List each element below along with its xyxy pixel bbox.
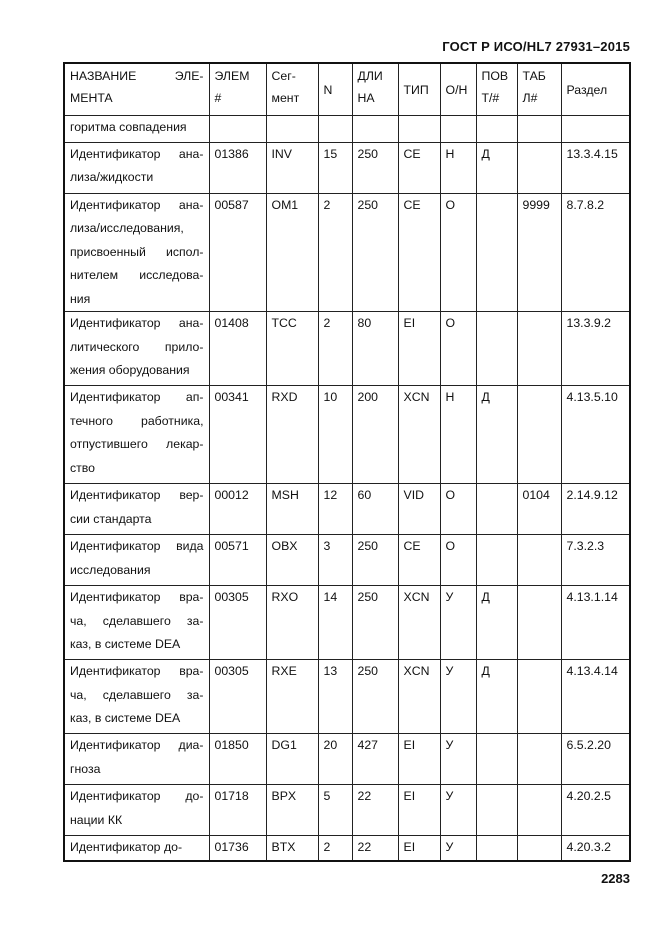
table-row [64,785,630,836]
cell-element-name [64,193,209,312]
cell-n: 13 [318,660,352,734]
cell-tab [517,660,561,734]
cell-element-name [64,484,209,535]
header-table-line-2: Л# [522,91,538,105]
cell-seg [266,115,318,142]
cell-type: EI [398,836,440,861]
cell-tab [517,535,561,586]
cell-on: У [440,785,476,836]
cell-element-name [64,115,209,142]
cell-on [440,115,476,142]
element-name-line: течного работника, [70,413,204,428]
element-name-line: лиза/жидкости [70,170,154,184]
cell-seg: BPX [266,785,318,836]
cell-elem: 01850 [209,734,266,785]
cell-seg: MSH [266,484,318,535]
cell-elem: 00305 [209,660,266,734]
cell-element-name [64,142,209,193]
header-section-label: Раздел [566,82,608,97]
cell-tab [517,785,561,836]
header-segment-line-1: Сег- [271,69,296,83]
element-name-line: Идентификатор ана- [70,316,204,330]
cell-element-name [64,734,209,785]
cell-n: 2 [318,312,352,386]
element-name-line: отпустившего лекар- [70,437,204,451]
cell-rep [476,193,517,312]
cell-type: CE [398,193,440,312]
cell-n: 5 [318,785,352,836]
cell-on: У [440,836,476,861]
cell-seg: RXE [266,660,318,734]
cell-type: XCN [398,660,440,734]
cell-n: 2 [318,193,352,312]
header-length-line-1: ДЛИ [357,69,383,83]
cell-seg: RXD [266,386,318,484]
cell-section: 4.13.1.14 [561,586,630,660]
cell-type: CE [398,535,440,586]
document-title: ГОСТ Р ИСО/HL7 27931–2015 [442,39,630,54]
header-table-line-1: ТАБ [522,69,546,83]
cell-tab [517,115,561,142]
table-row [64,386,630,484]
cell-tab: 0104 [517,484,561,535]
table-row [64,312,630,386]
cell-type: VID [398,484,440,535]
cell-elem: 01386 [209,142,266,193]
cell-element-name [64,586,209,660]
table-row [64,586,630,660]
cell-element-name [64,836,209,861]
cell-elem: 01718 [209,785,266,836]
cell-tab [517,836,561,861]
cell-seg: OM1 [266,193,318,312]
header-n [318,63,352,115]
cell-len: 250 [352,535,398,586]
cell-seg: RXO [266,586,318,660]
table-header-row [64,63,630,115]
header-repeat-line-2: Т/# [481,91,500,105]
cell-section: 4.13.4.14 [561,660,630,734]
cell-len: 427 [352,734,398,785]
cell-rep: Д [476,660,517,734]
cell-tab [517,586,561,660]
cell-rep [476,115,517,142]
header-name [64,63,209,115]
cell-section: 13.3.4.15 [561,142,630,193]
header-name-line-1: НАЗВАНИЕ ЭЛЕ- [70,69,204,83]
cell-type: XCN [398,386,440,484]
cell-elem: 00341 [209,386,266,484]
cell-rep [476,312,517,386]
cell-element-name [64,386,209,484]
cell-len: 22 [352,785,398,836]
header-segment-line-2: мент [271,91,300,105]
cell-n: 15 [318,142,352,193]
element-name-line: гноза [70,761,101,776]
cell-on: У [440,660,476,734]
cell-len: 60 [352,484,398,535]
element-name-line: Идентификатор до- [70,789,204,803]
element-name-line: каз, в системе DEA [70,711,181,725]
cell-n: 10 [318,386,352,484]
element-name-line: Идентификатор до- [70,840,183,854]
cell-len: 250 [352,660,398,734]
element-name-line: Идентификатор ап- [70,390,204,404]
header-elem-line-2: # [214,91,222,105]
cell-elem: 00587 [209,193,266,312]
element-name-line: ство [70,460,96,475]
cell-seg: TCC [266,312,318,386]
element-name-line: Идентификатор ана- [70,197,204,212]
element-name-line: присвоенный испол- [70,244,204,259]
page-number: 2283 [601,871,630,886]
cell-seg: INV [266,142,318,193]
table-row [64,484,630,535]
cell-type: CE [398,142,440,193]
header-section [561,63,630,115]
header-name-line-2: МЕНТА [70,91,113,105]
table-body [64,115,630,861]
header-table [517,63,561,115]
cell-len: 250 [352,586,398,660]
header-repeat [476,63,517,115]
cell-elem: 00305 [209,586,266,660]
element-name-line: ча, сделавшего за- [70,613,204,628]
cell-on: О [440,312,476,386]
cell-seg: OBX [266,535,318,586]
cell-len: 200 [352,386,398,484]
header-length [352,63,398,115]
table-row [64,142,630,193]
cell-tab [517,734,561,785]
element-name-line: горитма совпадения [70,119,187,134]
element-name-line: Идентификатор вида [70,539,204,553]
element-name-line: сии стандарта [70,511,152,526]
element-name-line: Идентификатор диа- [70,738,204,752]
cell-n: 12 [318,484,352,535]
cell-elem [209,115,266,142]
table-row [64,660,630,734]
cell-section: 4.13.5.10 [561,386,630,484]
element-name-line: Идентификатор ана- [70,146,204,161]
cell-tab: 9999 [517,193,561,312]
cell-type: EI [398,312,440,386]
cell-n [318,115,352,142]
header-n-label: N [323,82,333,97]
element-name-line: нителем исследова- [70,268,204,282]
cell-elem: 00012 [209,484,266,535]
cell-rep [476,785,517,836]
cell-section: 7.3.2.3 [561,535,630,586]
header-length-line-2: НА [357,91,375,105]
table-row [64,193,630,312]
element-name-line: исследования [70,562,151,577]
cell-n: 2 [318,836,352,861]
header-elem [209,63,266,115]
header-optionality [440,63,476,115]
cell-tab [517,312,561,386]
header-segment [266,63,318,115]
cell-len: 250 [352,193,398,312]
header-optionality-label: О/Н [445,82,468,97]
cell-section: 13.3.9.2 [561,312,630,386]
element-name-line: каз, в системе DEA [70,637,181,651]
cell-len: 22 [352,836,398,861]
cell-section: 4.20.2.5 [561,785,630,836]
table-row [64,734,630,785]
cell-rep [476,836,517,861]
cell-on: Н [440,142,476,193]
cell-len: 80 [352,312,398,386]
cell-seg: DG1 [266,734,318,785]
cell-on: Н [440,386,476,484]
header-repeat-line-1: ПОВ [481,69,509,83]
cell-section: 2.14.9.12 [561,484,630,535]
element-name-line: нации КК [70,812,123,827]
cell-on: О [440,484,476,535]
cell-type: EI [398,785,440,836]
cell-rep [476,484,517,535]
cell-section [561,115,630,142]
cell-n: 3 [318,535,352,586]
cell-rep [476,535,517,586]
cell-n: 14 [318,586,352,660]
table-row [64,836,630,861]
cell-tab [517,142,561,193]
data-elements-table [63,62,631,862]
cell-rep: Д [476,386,517,484]
element-name-line: Идентификатор вра- [70,664,204,678]
cell-on: О [440,193,476,312]
cell-tab [517,386,561,484]
cell-len: 250 [352,142,398,193]
cell-elem: 00571 [209,535,266,586]
header-elem-line-1: ЭЛЕМ [214,69,250,83]
cell-type [398,115,440,142]
cell-rep: Д [476,586,517,660]
element-name-line: литического прило- [70,339,204,354]
cell-elem: 01408 [209,312,266,386]
element-name-line: Идентификатор вра- [70,590,204,604]
header-type-label: ТИП [403,82,429,97]
cell-section: 4.20.3.2 [561,836,630,861]
cell-on: У [440,734,476,785]
element-name-line: ча, сделавшего за- [70,687,204,702]
header-type [398,63,440,115]
cell-element-name [64,660,209,734]
cell-on: У [440,586,476,660]
cell-seg: BTX [266,836,318,861]
cell-type: XCN [398,586,440,660]
table-row [64,115,630,142]
cell-elem: 01736 [209,836,266,861]
element-name-line: ния [70,291,91,306]
cell-n: 20 [318,734,352,785]
element-name-line: Идентификатор вер- [70,488,204,502]
cell-section: 8.7.8.2 [561,193,630,312]
cell-element-name [64,785,209,836]
table-row [64,535,630,586]
element-name-line: лиза/исследования, [70,221,184,235]
cell-section: 6.5.2.20 [561,734,630,785]
cell-on: О [440,535,476,586]
cell-element-name [64,312,209,386]
cell-rep [476,734,517,785]
cell-rep: Д [476,142,517,193]
element-name-line: жения оборудования [70,363,190,377]
cell-len [352,115,398,142]
cell-element-name [64,535,209,586]
cell-type: EI [398,734,440,785]
